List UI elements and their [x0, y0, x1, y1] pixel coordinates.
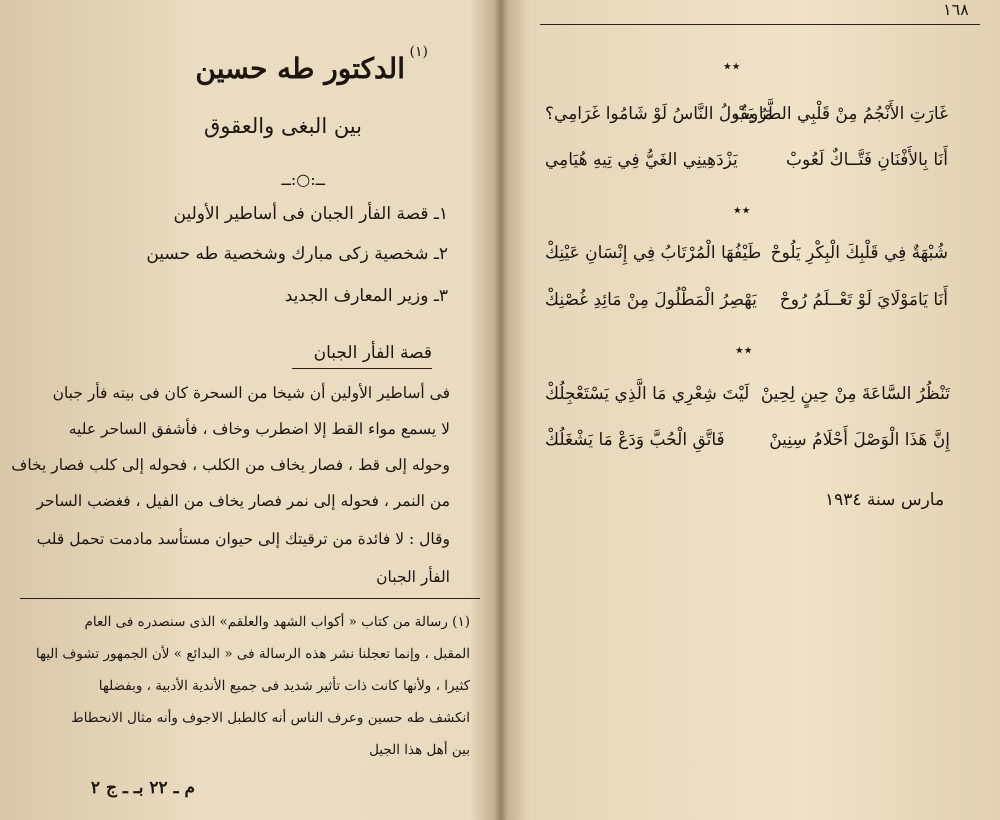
verse-hemistich-right: تَنْظُرُ السَّاعَةَ مِنْ حِينٍ لِحِينْ: [760, 384, 950, 404]
footnote-separator: [20, 598, 480, 599]
article-title: الدكتور طه حسين: [195, 52, 405, 85]
verse-hemistich-left: فَاتَّقِ الْحُبَّ وَدَعْ مَا يَشْغَلُكْ: [545, 430, 725, 450]
toc-item: ٢ـ شخصية زكى مبارك وشخصية طه حسين: [146, 244, 448, 264]
verse-hemistich-right: إِنَّ هَذَا الْوَصْلَ أَحْلَامُ سِنِينْ: [769, 430, 950, 450]
footnote-line: كثيرا ، ولأنها كانت ذات تأثير شديد فى جميع الأندية الأدبية ، وبفضلها: [98, 678, 470, 694]
verse-hemistich-left: لَيْتَ شِعْرِي مَا الَّذِي يَسْتَعْجِلُكْ: [545, 384, 750, 404]
stanza-separator: ٭٭: [723, 56, 741, 75]
header-rule: [540, 24, 980, 25]
footnote-line: المقبل ، وإنما تعجلنا نشر هذه الرسالة فى « البدائع » لأن الجمهور تشوف اليها: [35, 646, 470, 662]
article-subtitle: بين البغى والعقوق: [204, 114, 362, 138]
paragraph-line: لا يسمع مواء القط إلا اضطرب وخاف ، فأشفق الساحر عليه: [68, 420, 450, 438]
verse-hemistich-left: يَهْصِرُ الْمَطْلُولَ مِنْ مَائِدِ غُصْنِكْ: [545, 290, 757, 310]
paragraph-line: وقال : لا فائدة من ترقيتك إلى حيوان مستأسد مادمت تحمل قلب: [36, 530, 450, 548]
verse-hemistich-left: طَيْفُهَا الْمُرْتَابُ فِي إِنْسَانِ عَيْنِكْ: [545, 243, 762, 263]
paragraph-line: فى أساطير الأولين أن شيخا من السحرة كان فى بيته فأر جبان: [52, 384, 450, 402]
verse-hemistich-right: أَنَا يَامَوْلَايَ لَوْ تَعْــلَمُ رُوحْ: [779, 290, 948, 310]
verse-hemistich-left: مَا يَقُولُ النَّاسُ لَوْ شَامُوا غَرَامِي؟: [545, 104, 774, 124]
ornament-divider: ــ:○:ــ: [281, 170, 325, 189]
verse-hemistich-right: أَنَا بِالأَفْنَانِ فَتَّــاكٌ لَعُوبْ: [786, 150, 948, 170]
footnote-line: بين أهل هذا الجيل: [369, 742, 470, 758]
verse-hemistich-right: غَارَتِ الأَنْجُمُ مِنْ قَلْبِي الطَّرُوبْ: [734, 104, 948, 124]
paragraph-line: الفأر الجبان: [376, 568, 450, 586]
paragraph-line: وحوله إلى قط ، فصار يخاف من الكلب ، فحوله إلى كلب فصار يخاف: [11, 456, 450, 474]
section-heading: قصة الفأر الجبان: [313, 343, 432, 363]
verse-hemistich-left: يَزْدَهِينِي الغَيُّ فِي تِيهِ هُيَامِي: [545, 150, 738, 170]
printer-signature: م ـ ٢٢ بـ ـ ج ٢: [90, 778, 195, 798]
paragraph-line: من النمر ، فحوله إلى نمر فصار يخاف من الفيل ، فغضب الساحر: [36, 492, 450, 510]
toc-item: ١ـ قصة الفأر الجبان فى أساطير الأولين: [173, 204, 448, 224]
toc-item: ٣ـ وزير المعارف الجديد: [284, 286, 448, 306]
footnote-line: انكشف طه حسين وعرف الناس أنه كالطبل الاجوف وأنه مثال الانحطاط: [71, 710, 470, 726]
section-underline: [292, 368, 432, 369]
page-number: ١٦٨: [943, 0, 969, 19]
stanza-separator: ٭٭: [733, 200, 751, 219]
footnote-line: (١) رسالة من كتاب « أكواب الشهد والعلقم» الذى سنصدره فى العام: [84, 614, 470, 630]
title-footnote-mark: (١): [409, 44, 428, 60]
right-page: [505, 0, 1000, 820]
poem-date: مارس سنة ١٩٣٤: [825, 490, 945, 510]
verse-hemistich-right: شُبْهَةٌ فِي قَلْبِكَ الْبِكْرِ يَلُوحْ: [770, 243, 948, 263]
stanza-separator: ٭٭: [735, 340, 753, 359]
